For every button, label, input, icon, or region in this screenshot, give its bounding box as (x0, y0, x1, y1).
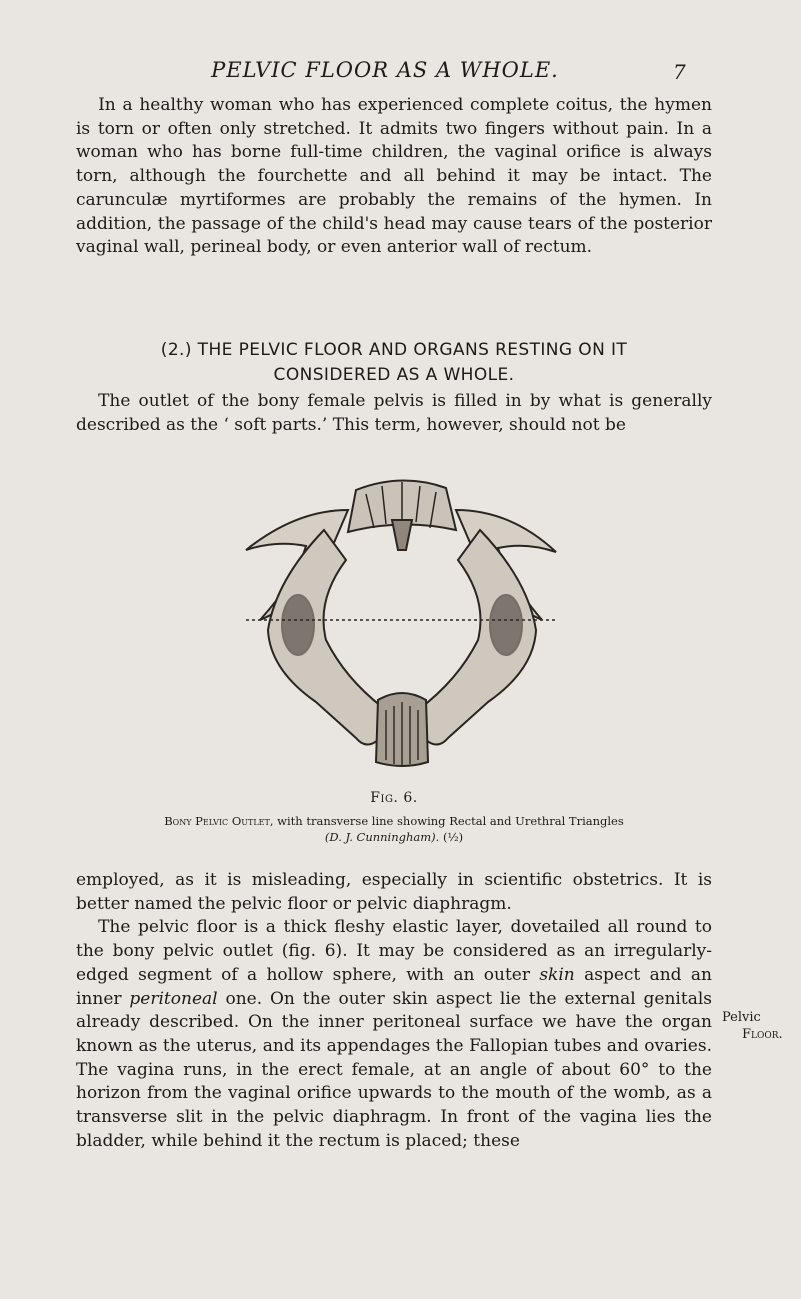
figure-label: Fig. 6. (370, 790, 418, 806)
text-before-skin: The pelvic floor is a thick fleshy elastic layer, dovetailed all round to the bony pelvic outlet (fig. 6). It may be considered as an irregularly-edged segment of a hollow sphere, with an outer (76, 917, 712, 985)
text-after: one. On the outer skin aspect lie the external genitals already described. On the inner peritoneal surface we have the organ known as the uterus, and its appendages the Fallopian tubes and ovaries. The vagina runs, in the erect female, at an angle of about 60° to the horizon from the vaginal orifice upwards to the mouth of the womb, as a transverse slit in the pelvic diaphragm. In front of the vagina lies the bladder, while behind it the rectum is placed; these (76, 988, 712, 1151)
figure-caption-rest: with transverse line showing Rectal and Urethral Triangles (277, 814, 624, 828)
margin-note-line-1: Pelvic (722, 1010, 761, 1025)
paragraph-thick-layer (76, 916, 712, 1153)
paragraph-misleading: employed, as it is misleading, especially in scientific obstetrics. It is better named the pelvic floor or pelvic diaphragm. (76, 870, 712, 914)
figure-caption-credit: (D. J. Cunningham). (324, 830, 440, 844)
italic-skin: skin (539, 964, 575, 985)
pelvic-outlet-illustration (206, 470, 598, 770)
paragraph-outlet: The outlet of the bony female pelvis is filled in by what is generally described as the ‘ soft parts.’ This term, however, should not be (76, 391, 712, 435)
figure-caption (76, 813, 712, 845)
section-heading-line-1: (2.) THE PELVIC FLOOR AND ORGANS RESTING ON IT (160, 340, 628, 360)
figure-caption-scale: (½) (442, 830, 464, 844)
margin-note-line-2: Floor. (742, 1027, 783, 1042)
running-head: PELVIC FLOOR AS A WHOLE. (211, 58, 559, 82)
paragraph-pelvic-floor (76, 869, 712, 1153)
figure-caption-lead: Bony Pelvic Outlet, (164, 814, 274, 828)
section-heading-line-2: CONSIDERED AS A WHOLE. (273, 365, 515, 385)
margin-note (722, 1009, 782, 1043)
text-between: aspect and an inner (76, 964, 712, 1009)
page-number: 7 (673, 60, 686, 84)
italic-peritoneal: peritoneal (129, 988, 218, 1009)
paragraph-hymen: In a healthy woman who has experienced complete coitus, the hymen is torn or often only stretched. It admits two fingers without pain. In a woman who has borne full-time children, the vaginal orifice is always torn, although the fourchette and all behind it may be intact. The carunculæ myrtiformes are probably the remains of the hymen. In addition, the passage of the child's head may cause tears of the posterior vaginal wall, perineal body, or even anterior wall of rectum. (76, 95, 712, 258)
section-heading (76, 338, 712, 388)
